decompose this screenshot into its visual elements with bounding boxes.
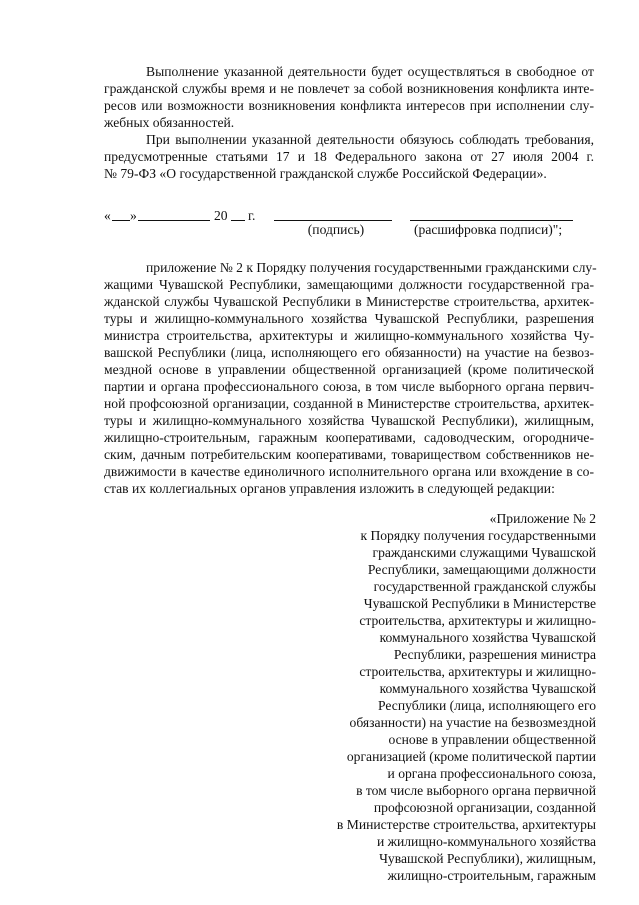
day-blank [112, 220, 130, 221]
text-line: ной профсоюзной организации, созданной в Министерстве строительства, архитек- [104, 396, 594, 411]
appendix-line: Республики (лица, исполняющего его [378, 698, 596, 713]
text-line: жебных обязанностей. [104, 115, 235, 130]
appendix-line: жилищно-строительным, гаражным [387, 868, 596, 883]
appendix-line: строительства, архитектуры и жилищно- [359, 664, 596, 679]
text-line: При выполнении указанной деятельности обязуюсь соблюдать требования, [146, 132, 594, 147]
decoding-label: (расшифровка подписи)"; [414, 222, 563, 237]
text-line: Выполнение указанной деятельности будет осуществляться в свободное от [146, 64, 594, 79]
text-line: № 79-ФЗ «О государственной гражданской службе Российской Федерации». [104, 166, 547, 181]
signature-blank [274, 220, 392, 221]
year-suffix: г. [248, 208, 256, 223]
text-line: жащими Чувашской Республики, замещающими должности государственной гра- [104, 277, 594, 292]
appendix-line: Чувашской Республики), жилищным, [379, 851, 596, 866]
decoding-blank [410, 220, 573, 221]
appendix-line: «Приложение № 2 [489, 511, 596, 526]
appendix-line: обязанности) на участие на безвозмездной [349, 715, 596, 730]
text-line: туры и жилищно-коммунального хозяйства Чувашской Республики), жилищным, [104, 413, 594, 428]
text-line: движимости в качестве единоличного исполнительного органа или вхождение в со- [104, 464, 594, 479]
quote-open: « [104, 208, 111, 223]
year-blank [231, 220, 245, 221]
text-line: мездной основе в управлении общественной организацией (кроме политической [104, 362, 594, 377]
text-line: ским, дачным потребительским кооперативами, товариществом собственников не- [104, 447, 594, 462]
text-line: гражданской службы время и не повлечет за собой возникновения конфликта инте- [104, 81, 594, 96]
appendix-line: профсоюзной организации, созданной [373, 800, 596, 815]
text-line: вашской Республики (лица, исполняющего его обязанности) на участие на безвоз- [104, 345, 594, 360]
text-line: жданской службы Чувашской Республики в Министерстве строительства, архитек- [104, 294, 594, 309]
appendix-line: гражданскими служащими Чувашской [372, 545, 596, 560]
signature-label: (подпись) [307, 222, 365, 237]
text-line: ресов или возможности возникновения конфликта интересов при исполнении слу- [104, 98, 594, 113]
appendix-line: коммунального хозяйства Чувашской [379, 630, 596, 645]
quote-close: » [130, 208, 137, 223]
appendix-line: к Порядку получения государственными [360, 528, 596, 543]
appendix-line: Чувашской Республики в Министерстве [363, 596, 596, 611]
appendix-line: Республики, замещающими должности [367, 562, 596, 577]
appendix-line: коммунального хозяйства Чувашской [379, 681, 596, 696]
text-line: предусмотренные статьями 17 и 18 Федерального закона от 27 июля 2004 г. [104, 149, 594, 164]
appendix-line: и жилищно-коммунального хозяйства [376, 834, 596, 849]
text-line: министра строительства, архитектуры и жилищно-коммунального хозяйства Чу- [104, 328, 594, 343]
text-line: туры и жилищно-коммунального хозяйства Чувашской Республики, разрешения [104, 311, 594, 326]
text-line: став их коллегиальных органов управления изложить в следующей редакции: [104, 481, 555, 496]
text-line: приложение № 2 к Порядку получения государственными гражданскими слу- [146, 260, 597, 275]
appendix-line: в Министерстве строительства, архитектуры [336, 817, 596, 832]
appendix-line: государственной гражданской службы [373, 579, 596, 594]
text-line: жилищно-строительным, гаражным кооперативами, садоводческим, огородниче- [104, 430, 594, 445]
year-prefix: 20 [214, 208, 228, 223]
appendix-line: строительства, архитектуры и жилищно- [359, 613, 596, 628]
month-blank [138, 220, 210, 221]
appendix-line: Республики, разрешения министра [393, 647, 596, 662]
text-line: партии и органа профессионального союза, в том числе выборного органа первич- [104, 379, 594, 394]
appendix-line: в том числе выборного органа первичной [356, 783, 596, 798]
appendix-line: и органа профессионального союза, [387, 766, 596, 781]
appendix-line: организацией (кроме политической партии [346, 749, 596, 764]
appendix-line: основе в управлении общественной [388, 732, 596, 747]
